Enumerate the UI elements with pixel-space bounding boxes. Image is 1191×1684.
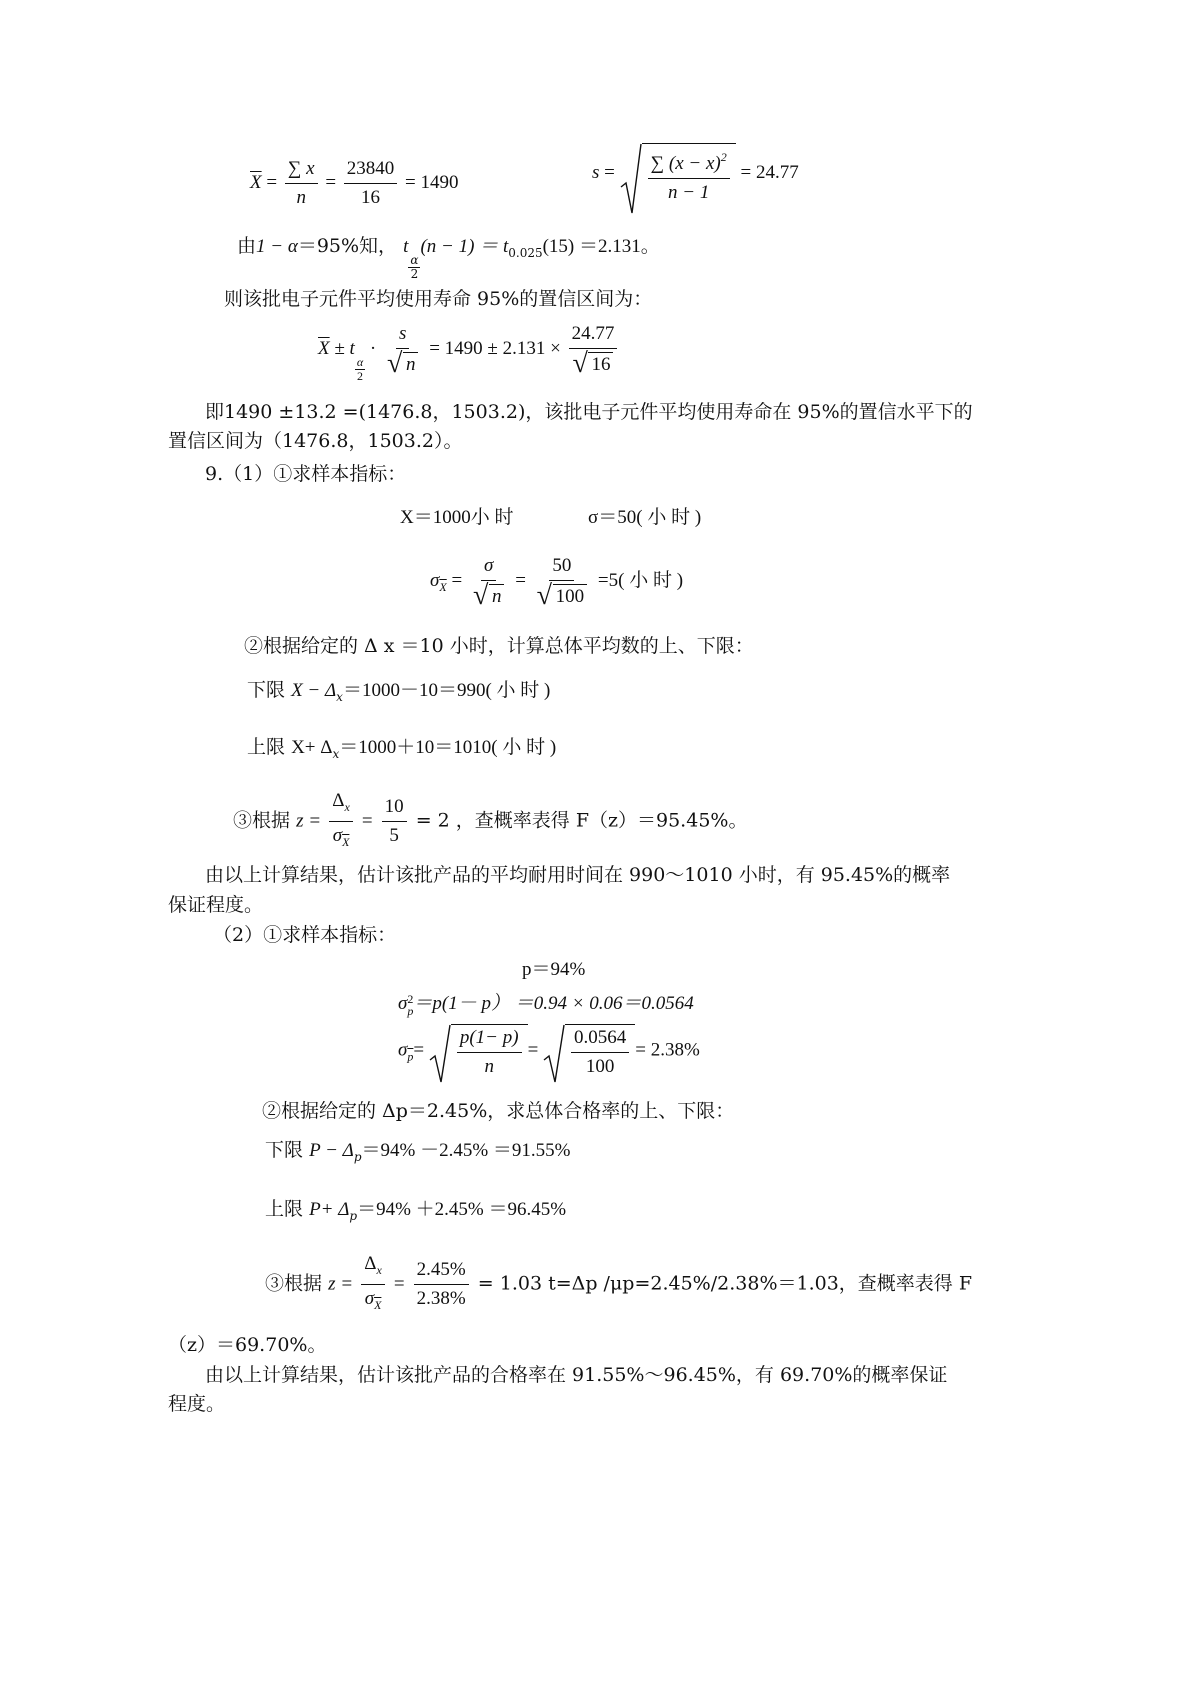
- result-paragraph-3a: 由以上计算结果，估计该批产品的合格率在 91.55%～96.45%，有 69.70%的概率保证: [205, 1364, 948, 1386]
- superscript: 2: [407, 991, 414, 1006]
- s-symbol: s: [592, 161, 600, 183]
- denominator: 5: [389, 825, 399, 846]
- n-symbol: n: [296, 187, 306, 208]
- numerator: 24.77: [569, 323, 618, 349]
- equals-sign: =: [451, 569, 463, 591]
- t-value: (15) ＝2.131。: [542, 236, 660, 257]
- label: 下限: [247, 679, 286, 701]
- x-bar-value: [400, 502, 513, 529]
- radical-sign-icon: [543, 1024, 565, 1084]
- n-symbol: n: [489, 584, 505, 608]
- result-paragraph-2b: 保证程度。: [168, 894, 264, 916]
- denominator: 100: [585, 1056, 615, 1077]
- sqrt-100: 100: [553, 584, 588, 608]
- variance-result: ＝p(1－ p） ＝0.94 × 0.06＝0.0564: [413, 993, 694, 1014]
- expression: P+ Δ: [309, 1199, 350, 1220]
- sigma-x-equation: [430, 555, 683, 608]
- sigma-symbol: σ: [398, 1039, 408, 1061]
- step-2-text: ②根据给定的 Δ x ＝10 小时，计算总体平均数的上、下限：: [244, 635, 754, 657]
- square-exponent: 2: [720, 150, 727, 164]
- x-bar-symbol: $\overline{X}$: [250, 171, 262, 193]
- equals-sign: =: [325, 171, 337, 193]
- sqrt-16: 16: [588, 352, 613, 376]
- sigma-over-sqrt-n: [470, 555, 508, 608]
- one-minus-alpha: 1 − α: [256, 236, 298, 257]
- x-bar-symbol: $\overline{X}$: [318, 337, 330, 359]
- equals-sign: =: [393, 1273, 405, 1295]
- alpha-over-two: [355, 356, 365, 383]
- two: 2: [356, 368, 363, 383]
- sigma-value: [588, 502, 701, 529]
- sigma-p-equation: [398, 1024, 700, 1078]
- sigma-p-result: = 2.38%: [635, 1039, 700, 1061]
- sigma-symbol: σ: [430, 569, 440, 591]
- equals-sign: =: [341, 1273, 353, 1295]
- result-paragraph-2a: 由以上计算结果，估计该批产品的平均耐用时间在 990～1010 小时，有 95.45%的概率: [205, 864, 951, 886]
- denominator: 16: [361, 187, 381, 208]
- ci-middle: = 1490 ± 2.131 ×: [429, 337, 561, 359]
- t-symbol: t: [403, 236, 409, 257]
- sigma: σ: [332, 825, 343, 846]
- text: ＝95%知，: [297, 235, 398, 257]
- sigma: σ: [364, 1288, 375, 1309]
- radical-1: [429, 1024, 528, 1078]
- numeric-fraction: [534, 555, 591, 608]
- lower-expression: X − Δ: [291, 680, 337, 701]
- two: 2: [410, 267, 419, 281]
- equals-sign: =: [515, 569, 526, 591]
- t-subscript: 0.025: [508, 246, 543, 260]
- text: ③根据: [233, 809, 291, 832]
- equals-sign: =: [361, 810, 373, 832]
- step-3-line: [233, 790, 747, 853]
- text: σ＝50( 小 时 ): [588, 507, 702, 528]
- lower-result: ＝1000－10＝990( 小 时 ): [342, 680, 551, 701]
- subscript: x: [336, 690, 343, 704]
- radical-sign-icon: [620, 143, 642, 215]
- equals-sign: =: [266, 171, 278, 193]
- subscript: X: [342, 835, 350, 849]
- numerator: 0.0564: [571, 1027, 629, 1053]
- std-dev-result: = 24.77: [740, 161, 799, 183]
- upper-expression: X+ Δ: [291, 737, 333, 758]
- result: ＝94% －2.45% ＝91.55%: [361, 1140, 571, 1161]
- ci-intro-text: 则该批电子元件平均使用寿命 95%的置信区间为：: [224, 288, 653, 310]
- mean-equation: [250, 158, 459, 209]
- variance-line: [398, 988, 694, 1017]
- s-symbol: s: [396, 323, 409, 349]
- numerator: 2.45%: [414, 1259, 469, 1285]
- z-symbol: z: [328, 1273, 336, 1295]
- alpha-over-two: [408, 254, 420, 281]
- subscript: x: [344, 800, 350, 814]
- alpha-line: [237, 232, 660, 281]
- subscript: p: [407, 1003, 414, 1018]
- part-2-upper-limit: [265, 1195, 566, 1230]
- radical-2: [543, 1024, 635, 1078]
- subscript: X: [374, 1298, 382, 1312]
- question-9-part-2-heading: （2）①求样本指标：: [213, 924, 397, 946]
- part-2-step-3-result: = 1.03 t=Δp /μp=2.45%/2.38%＝1.03，查概率表得 F: [477, 1272, 973, 1295]
- mean-result: = 1490: [405, 171, 459, 193]
- variance-fraction: [648, 146, 730, 204]
- equals-sign: =: [527, 1039, 539, 1061]
- delta-over-sigma: [361, 1253, 385, 1316]
- ci-equation: [318, 323, 620, 383]
- s-over-sqrt-n: [384, 323, 422, 376]
- subscript: p: [407, 1049, 414, 1064]
- std-dev-equation: [592, 143, 799, 204]
- sum-x: ∑ x: [285, 158, 318, 184]
- numeric-fraction: [382, 796, 407, 847]
- n-minus-one: n − 1: [668, 182, 710, 203]
- radical: [620, 143, 736, 204]
- delta: Δ: [332, 790, 345, 811]
- numeric-fraction: [569, 323, 618, 376]
- text: ③根据: [265, 1272, 323, 1295]
- text: 由: [237, 235, 257, 257]
- numerator: p(1− p): [457, 1027, 522, 1053]
- sigma-symbol: σ: [481, 555, 496, 581]
- subscript: x: [376, 1263, 382, 1277]
- denominator: 2.38%: [416, 1288, 466, 1309]
- numeric-fraction: [414, 1259, 469, 1310]
- numerator: 23840: [344, 158, 398, 184]
- question-9-heading: 9.（1）①求样本指标：: [205, 463, 407, 485]
- part-2-step-3-continued: （z）＝69.70%。: [168, 1334, 327, 1356]
- p-value: p＝94%: [522, 959, 586, 980]
- numerator: 50: [549, 555, 574, 581]
- sum-squared-deviation: ∑ (x − x): [650, 153, 721, 174]
- plus-minus-t: ± t: [334, 337, 355, 359]
- result-paragraph-1a: 即1490 ±13.2 =(1476.8，1503.2)，该批电子元件平均使用寿命在 95%的置信水平下的: [205, 401, 973, 423]
- multiply-dot: ·: [369, 337, 377, 359]
- subscript: p: [353, 1150, 362, 1164]
- label: 上限: [247, 736, 286, 758]
- sigma-x-result: =5( 小 时 ): [597, 569, 684, 591]
- n-symbol: n: [403, 352, 419, 376]
- part-2-lower-limit: [265, 1136, 570, 1171]
- lower-limit-line: [247, 676, 550, 711]
- upper-limit-line: [247, 733, 556, 768]
- denominator: n: [484, 1056, 494, 1077]
- equals-sign: =: [309, 810, 321, 832]
- text: X＝1000小 时: [400, 507, 514, 528]
- z-symbol: z: [296, 810, 304, 832]
- numerator: 10: [382, 796, 407, 822]
- sigma-symbol: σ: [398, 993, 408, 1014]
- label: 上限: [265, 1198, 304, 1220]
- expression: P − Δ: [309, 1140, 354, 1161]
- step-3-result: = 2 ，查概率表得 F（z）＝95.45%。: [415, 809, 748, 832]
- equals-sign: =: [604, 161, 615, 183]
- subscript: p: [349, 1209, 358, 1223]
- result-paragraph-3b: 程度。: [168, 1393, 226, 1415]
- alpha: α: [410, 253, 419, 267]
- sum-over-n-fraction: [285, 158, 318, 209]
- delta: Δ: [364, 1253, 377, 1274]
- upper-result: ＝1000＋10＝1010( 小 时 ): [339, 737, 557, 758]
- x-bar-subscript: X: [439, 579, 447, 594]
- alpha: α: [356, 354, 364, 369]
- result: ＝94% ＋2.45% ＝96.45%: [357, 1199, 567, 1220]
- result-paragraph-1b: 置信区间为（1476.8，1503.2）。: [168, 430, 463, 452]
- part-2-step-2-text: ②根据给定的 Δp＝2.45%，求总体合格率的上、下限：: [262, 1100, 735, 1122]
- delta-over-sigma: [329, 790, 353, 853]
- part-2-step-3-line: [265, 1253, 972, 1316]
- equals-sign: =: [413, 1039, 425, 1061]
- subscript: x: [332, 747, 340, 761]
- numeric-fraction: [344, 158, 398, 209]
- t-args: (n − 1) ＝ t: [420, 236, 509, 257]
- radical-sign-icon: [429, 1024, 451, 1084]
- label: 下限: [265, 1139, 304, 1161]
